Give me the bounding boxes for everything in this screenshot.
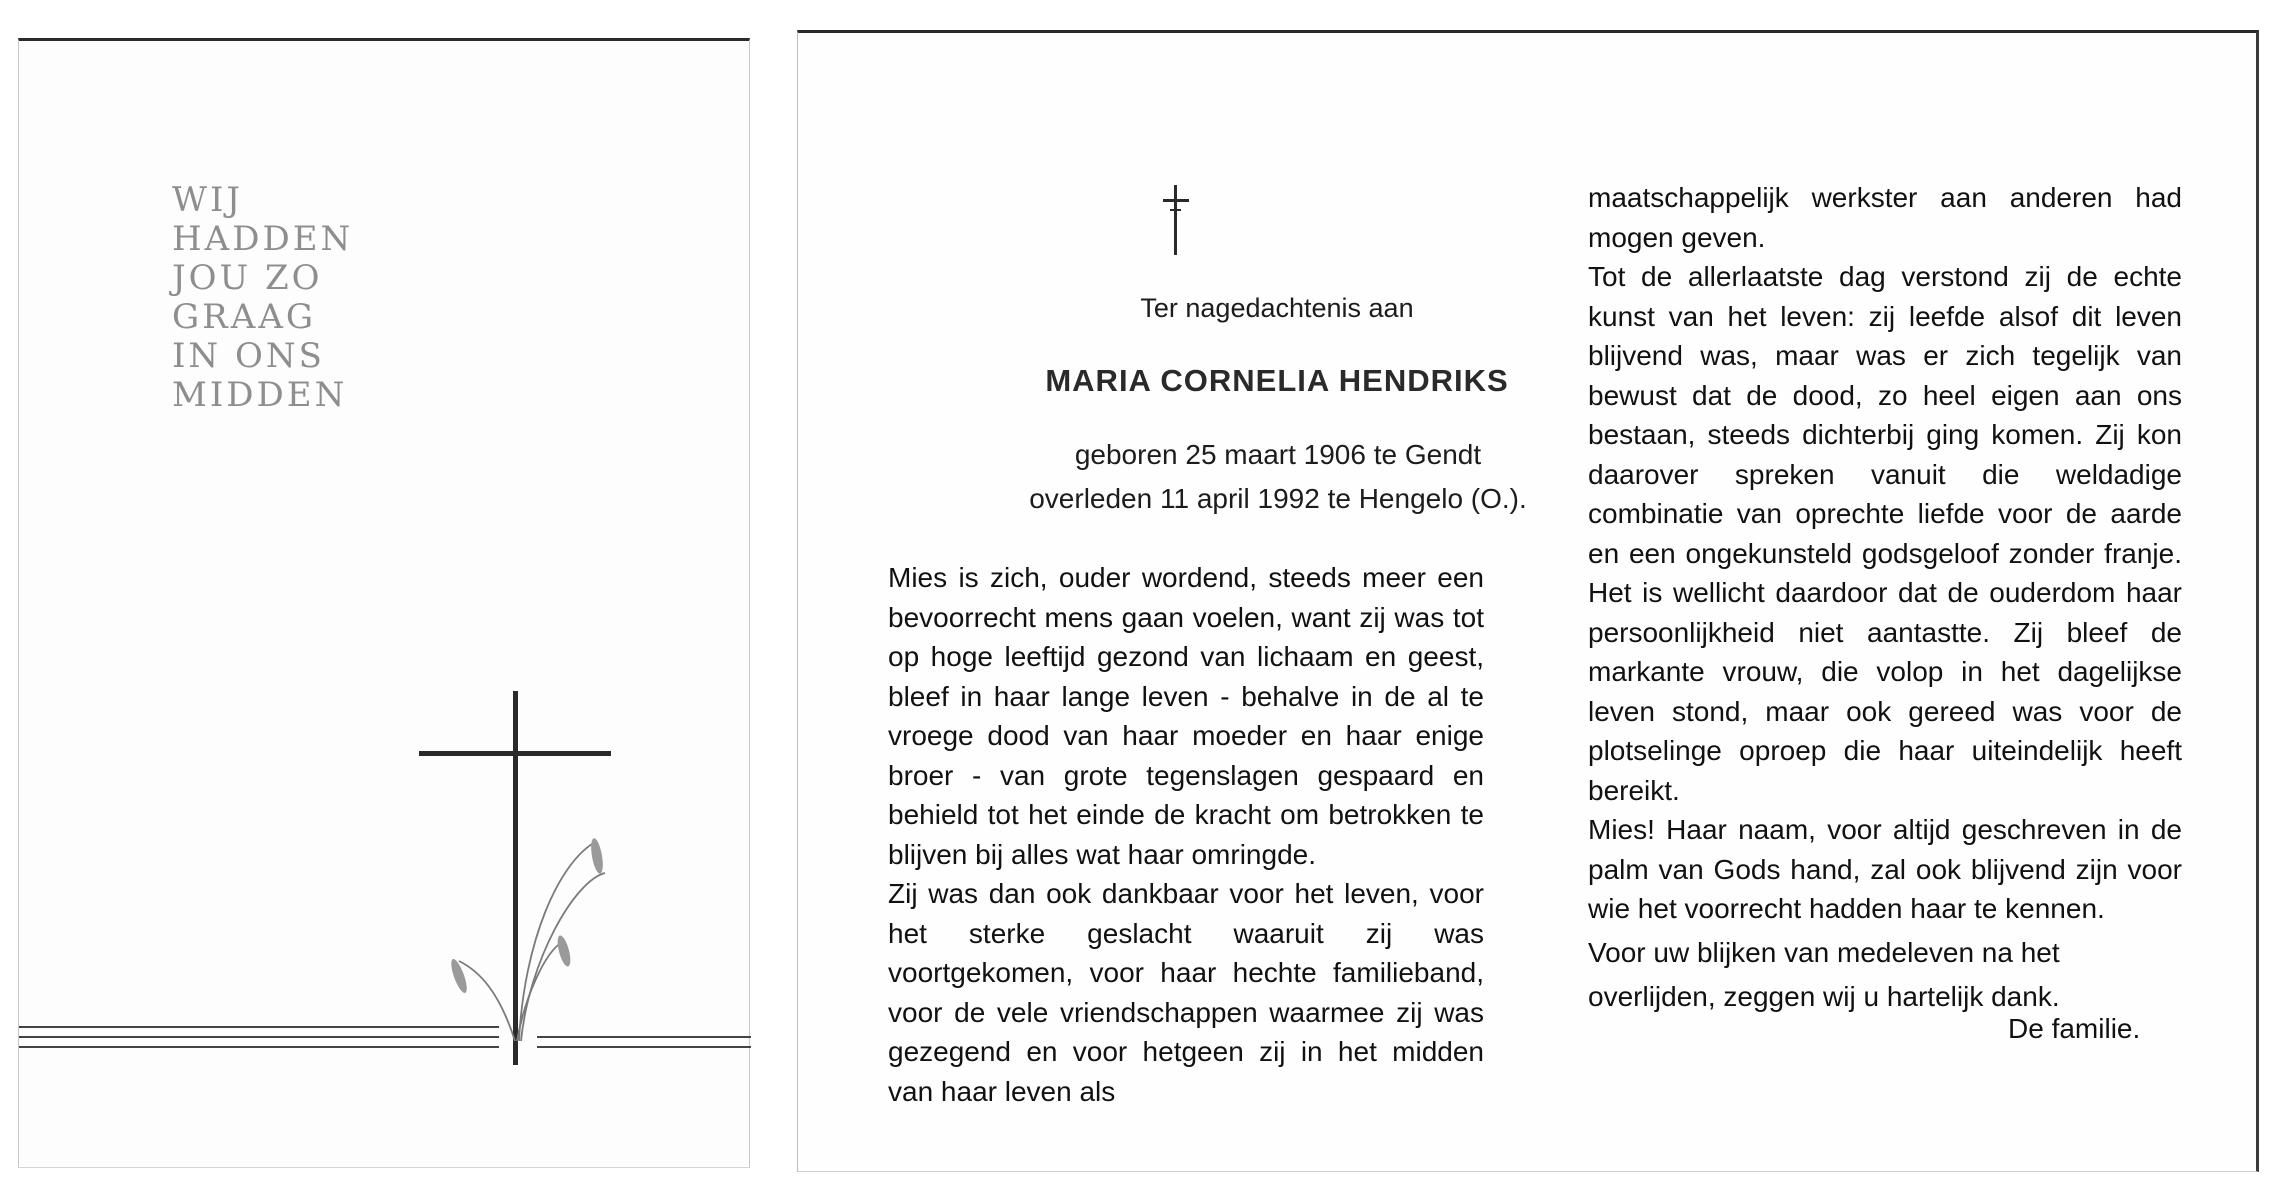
cross-icon — [419, 691, 611, 1065]
grass-stems-icon — [459, 841, 605, 1041]
front-title-line: JOU ZO — [172, 258, 323, 298]
grass-seed-heads-icon — [448, 837, 605, 994]
death-date: overleden 11 april 1992 te Hengelo (O.). — [1029, 483, 1527, 514]
front-title-line: MIDDEN — [172, 375, 348, 415]
front-title-line: GRAAG — [172, 297, 317, 337]
decorative-lines — [19, 1027, 751, 1047]
paragraph: Mies is zich, ouder wordend, steeds meer een bevoorrecht mens gaan voelen, want zij was tot op hoge leeftijd gezond van lichaam en geest, bleef in haar lange leven - behalve in de al te vroege dood van haar moeder en haar enige broer - van grote tegenslagen gespaard en behield tot het einde de kracht om betrokken te blijven bij alles wat haar omringde. — [888, 562, 1484, 870]
signature: De familie. — [2008, 1013, 2141, 1044]
cross-with-grass-illustration — [19, 41, 751, 1171]
life-dates — [928, 433, 1628, 521]
front-title-line: WIJ — [172, 180, 244, 220]
card-inside — [797, 30, 2259, 1172]
paragraph: maatschappelijk werkster aan anderen had mogen geven. — [1588, 182, 2182, 253]
card-front — [18, 38, 750, 1168]
paragraph: Zij was dan ook dankbaar voor het leven, voor het sterke geslacht waaruit zij was voortgekomen, voor haar hechte familieband, voor de vele vriendschappen waarmee zij was gezegend en voor hetgeen zij in het midden van haar leven als — [888, 878, 1484, 1107]
memorial-intro: Ter nagedachtenis aan — [1140, 293, 1414, 323]
paragraph: Tot de allerlaatste dag verstond zij de echte kunst van het leven: zij leefde alsof dit leven blijvend was, maar was er zich tegelijk van bewust dat de dood, zo heel eigen aan ons bestaan, steeds dichterbij ging komen. Zij kon daarover spreken vanuit die weldadige combinatie van oprechte liefde voor de aarde en een ongekunsteld godsgeloof zonder franje. Het is wellicht daardoor dat de ouderdom haar persoonlijkheid niet aantastte. Zij bleef de markante vrouw, die volop in het dagelijkse leven stond, maar ook gereed was voor de plotselinge oproep die haar uiteindelijk heeft bereikt. — [1588, 261, 2182, 806]
front-title-line: HADDEN — [172, 219, 354, 259]
text-column-right — [1588, 178, 2182, 929]
paragraph: Mies! Haar naam, voor altijd geschreven in de palm van Gods hand, zal ook blijvend zijn voor wie het voorrecht hadden haar te kennen. — [1588, 814, 2182, 924]
text-column-left — [888, 558, 1484, 1111]
deceased-name: MARIA CORNELIA HENDRIKS — [1045, 363, 1509, 398]
front-title-line: IN ONS — [172, 336, 325, 376]
birth-date: geboren 25 maart 1906 te Gendt — [1074, 439, 1482, 470]
thanks-text: Voor uw blijken van medeleven na het overlijden, zeggen wij u hartelijk dank. — [1588, 937, 2060, 1012]
small-cross-icon — [1158, 183, 1194, 257]
